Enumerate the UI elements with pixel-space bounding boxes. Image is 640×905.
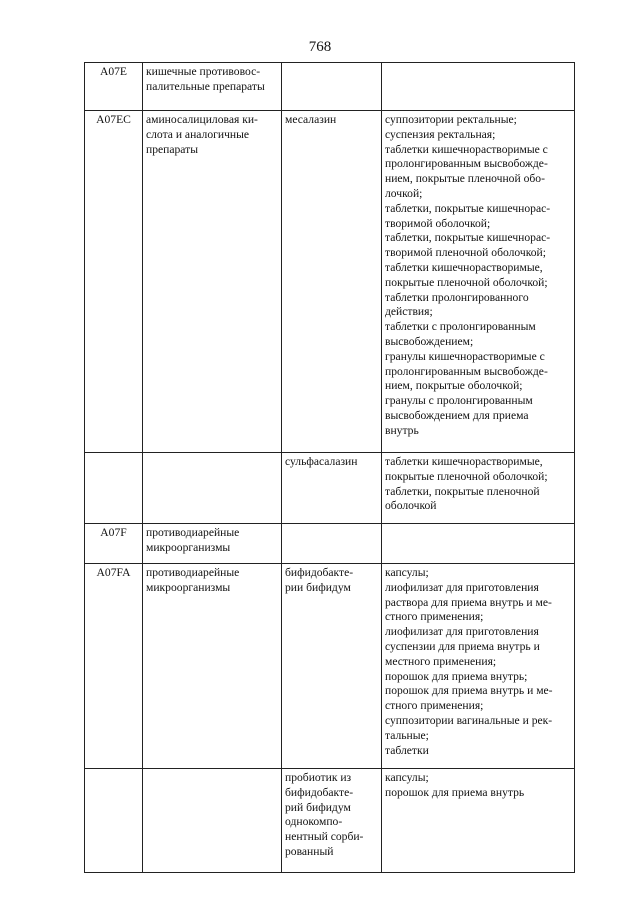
dosage-form-line: таблетки кишечнорастворимые, [385, 455, 543, 468]
group-name-cell [143, 63, 282, 111]
table-row [85, 524, 575, 564]
drug-name-line: месалазин [285, 113, 337, 126]
dosage-form-line: пролонгированным высвобожде- [385, 157, 548, 171]
dosage-form-line: нием, покрытые пленочной обо- [385, 172, 545, 186]
group-name-line: палительные препараты [146, 79, 265, 93]
dosage-form-line: оболочкой [385, 499, 437, 513]
dosage-forms-cell [382, 453, 575, 524]
dosage-form-line: творимой пленочной оболочкой; [385, 246, 546, 260]
group-name-line: кишечные противовос- [146, 65, 261, 78]
dosage-form-line: суппозитории ректальные; [385, 113, 517, 126]
drug-name-line: однокомпо- [285, 815, 343, 829]
drug-name-line: рии бифидум [285, 580, 351, 594]
dosage-form-line: тальные; [385, 728, 429, 742]
table-row [85, 111, 575, 453]
table-row [85, 453, 575, 524]
dosage-form-line: покрытые пленочной оболочкой; [385, 469, 548, 483]
drug-name-line: нентный сорби- [285, 830, 364, 844]
atc-code-cell [85, 453, 143, 524]
dosage-form-line: стного применения; [385, 699, 484, 713]
dosage-form-line: таблетки, покрытые кишечнорас- [385, 201, 551, 215]
dosage-form-line: таблетки кишечнорастворимые с [385, 142, 548, 156]
dosage-form-line: таблетки, покрытые пленочной [385, 484, 540, 498]
dosage-form-line: пролонгированным высвобожде- [385, 364, 548, 378]
dosage-form-line: внутрь [385, 423, 419, 437]
dosage-form-line: капсулы; [385, 566, 429, 579]
page-number: 768 [308, 39, 332, 55]
drug-name-cell [282, 63, 382, 111]
dosage-form-line: гранулы с пролонгированным [385, 394, 533, 408]
drug-name-cell [282, 524, 382, 564]
table-row [85, 769, 575, 873]
dosage-form-line: высвобождением для приема [385, 408, 529, 422]
dosage-form-line: суспензии для приема внутрь и [385, 639, 540, 653]
table-body [85, 63, 575, 873]
atc-code-cell: A07F [85, 524, 143, 564]
drug-name-line: рий бифидум [285, 800, 351, 814]
group-name-line: препараты [146, 142, 198, 156]
dosage-form-line: порошок для приема внутрь [385, 785, 525, 799]
dosage-form-line: порошок для приема внутрь; [385, 669, 528, 683]
group-name-cell [143, 524, 282, 564]
atc-code-cell [85, 769, 143, 873]
dosage-form-line: суппозитории вагинальные и рек- [385, 713, 553, 727]
dosage-form-line: таблетки [385, 743, 429, 757]
atc-code-cell: A07FA [85, 564, 143, 769]
group-name-cell [143, 769, 282, 873]
dosage-form-line: капсулы; [385, 771, 429, 784]
group-name-line: микроорганизмы [146, 540, 231, 554]
drug-table [84, 62, 575, 873]
group-name-line: противодиарейные [146, 526, 240, 539]
dosage-form-line: покрытые пленочной оболочкой; [385, 275, 548, 289]
dosage-form-line: лочкой; [385, 186, 423, 200]
dosage-form-line: таблетки пролонгированного [385, 290, 529, 304]
drug-name-line: бифидобакте- [285, 566, 354, 579]
dosage-form-line: суспензия ректальная; [385, 127, 496, 141]
dosage-form-line: стного применения; [385, 610, 484, 624]
atc-code-cell: A07EC [85, 111, 143, 453]
dosage-form-line: таблетки с пролонгированным [385, 320, 536, 334]
dosage-form-line: лиофилизат для приготовления [385, 625, 539, 639]
group-name-cell [143, 564, 282, 769]
dosage-forms-cell [382, 111, 575, 453]
dosage-form-line: таблетки, покрытые кишечнорас- [385, 231, 551, 245]
table-row [85, 564, 575, 769]
atc-code-cell: A07E [85, 63, 143, 111]
dosage-form-line: таблетки кишечнорастворимые, [385, 260, 543, 274]
drug-name-line: рованный [285, 844, 334, 858]
dosage-form-line: творимой оболочкой; [385, 216, 491, 230]
group-name-line: аминосалициловая ки- [146, 113, 258, 126]
dosage-form-line: высвобождением; [385, 334, 474, 348]
drug-name-line: сульфасалазин [285, 455, 358, 468]
dosage-form-line: лиофилизат для приготовления [385, 580, 539, 594]
drug-name-line: пробиотик из [285, 771, 352, 784]
table-row [85, 63, 575, 111]
drug-name-cell [282, 111, 382, 453]
dosage-form-line: порошок для приема внутрь и ме- [385, 684, 553, 698]
group-name-line: слота и аналогичные [146, 127, 250, 141]
drug-name-cell [282, 769, 382, 873]
group-name-line: противодиарейные [146, 566, 240, 579]
drug-name-cell [282, 453, 382, 524]
drug-name-line: бифидобакте- [285, 785, 354, 799]
dosage-form-line: нием, покрытые оболочкой; [385, 379, 523, 393]
dosage-forms-cell [382, 524, 575, 564]
group-name-cell [143, 111, 282, 453]
group-name-cell [143, 453, 282, 524]
drug-name-cell [282, 564, 382, 769]
dosage-forms-cell [382, 564, 575, 769]
dosage-form-line: раствора для приема внутрь и ме- [385, 595, 552, 609]
dosage-forms-cell [382, 769, 575, 873]
dosage-form-line: местного применения; [385, 654, 497, 668]
group-name-line: микроорганизмы [146, 580, 231, 594]
dosage-form-line: действия; [385, 305, 433, 319]
dosage-form-line: гранулы кишечнорастворимые с [385, 349, 545, 363]
dosage-forms-cell [382, 63, 575, 111]
